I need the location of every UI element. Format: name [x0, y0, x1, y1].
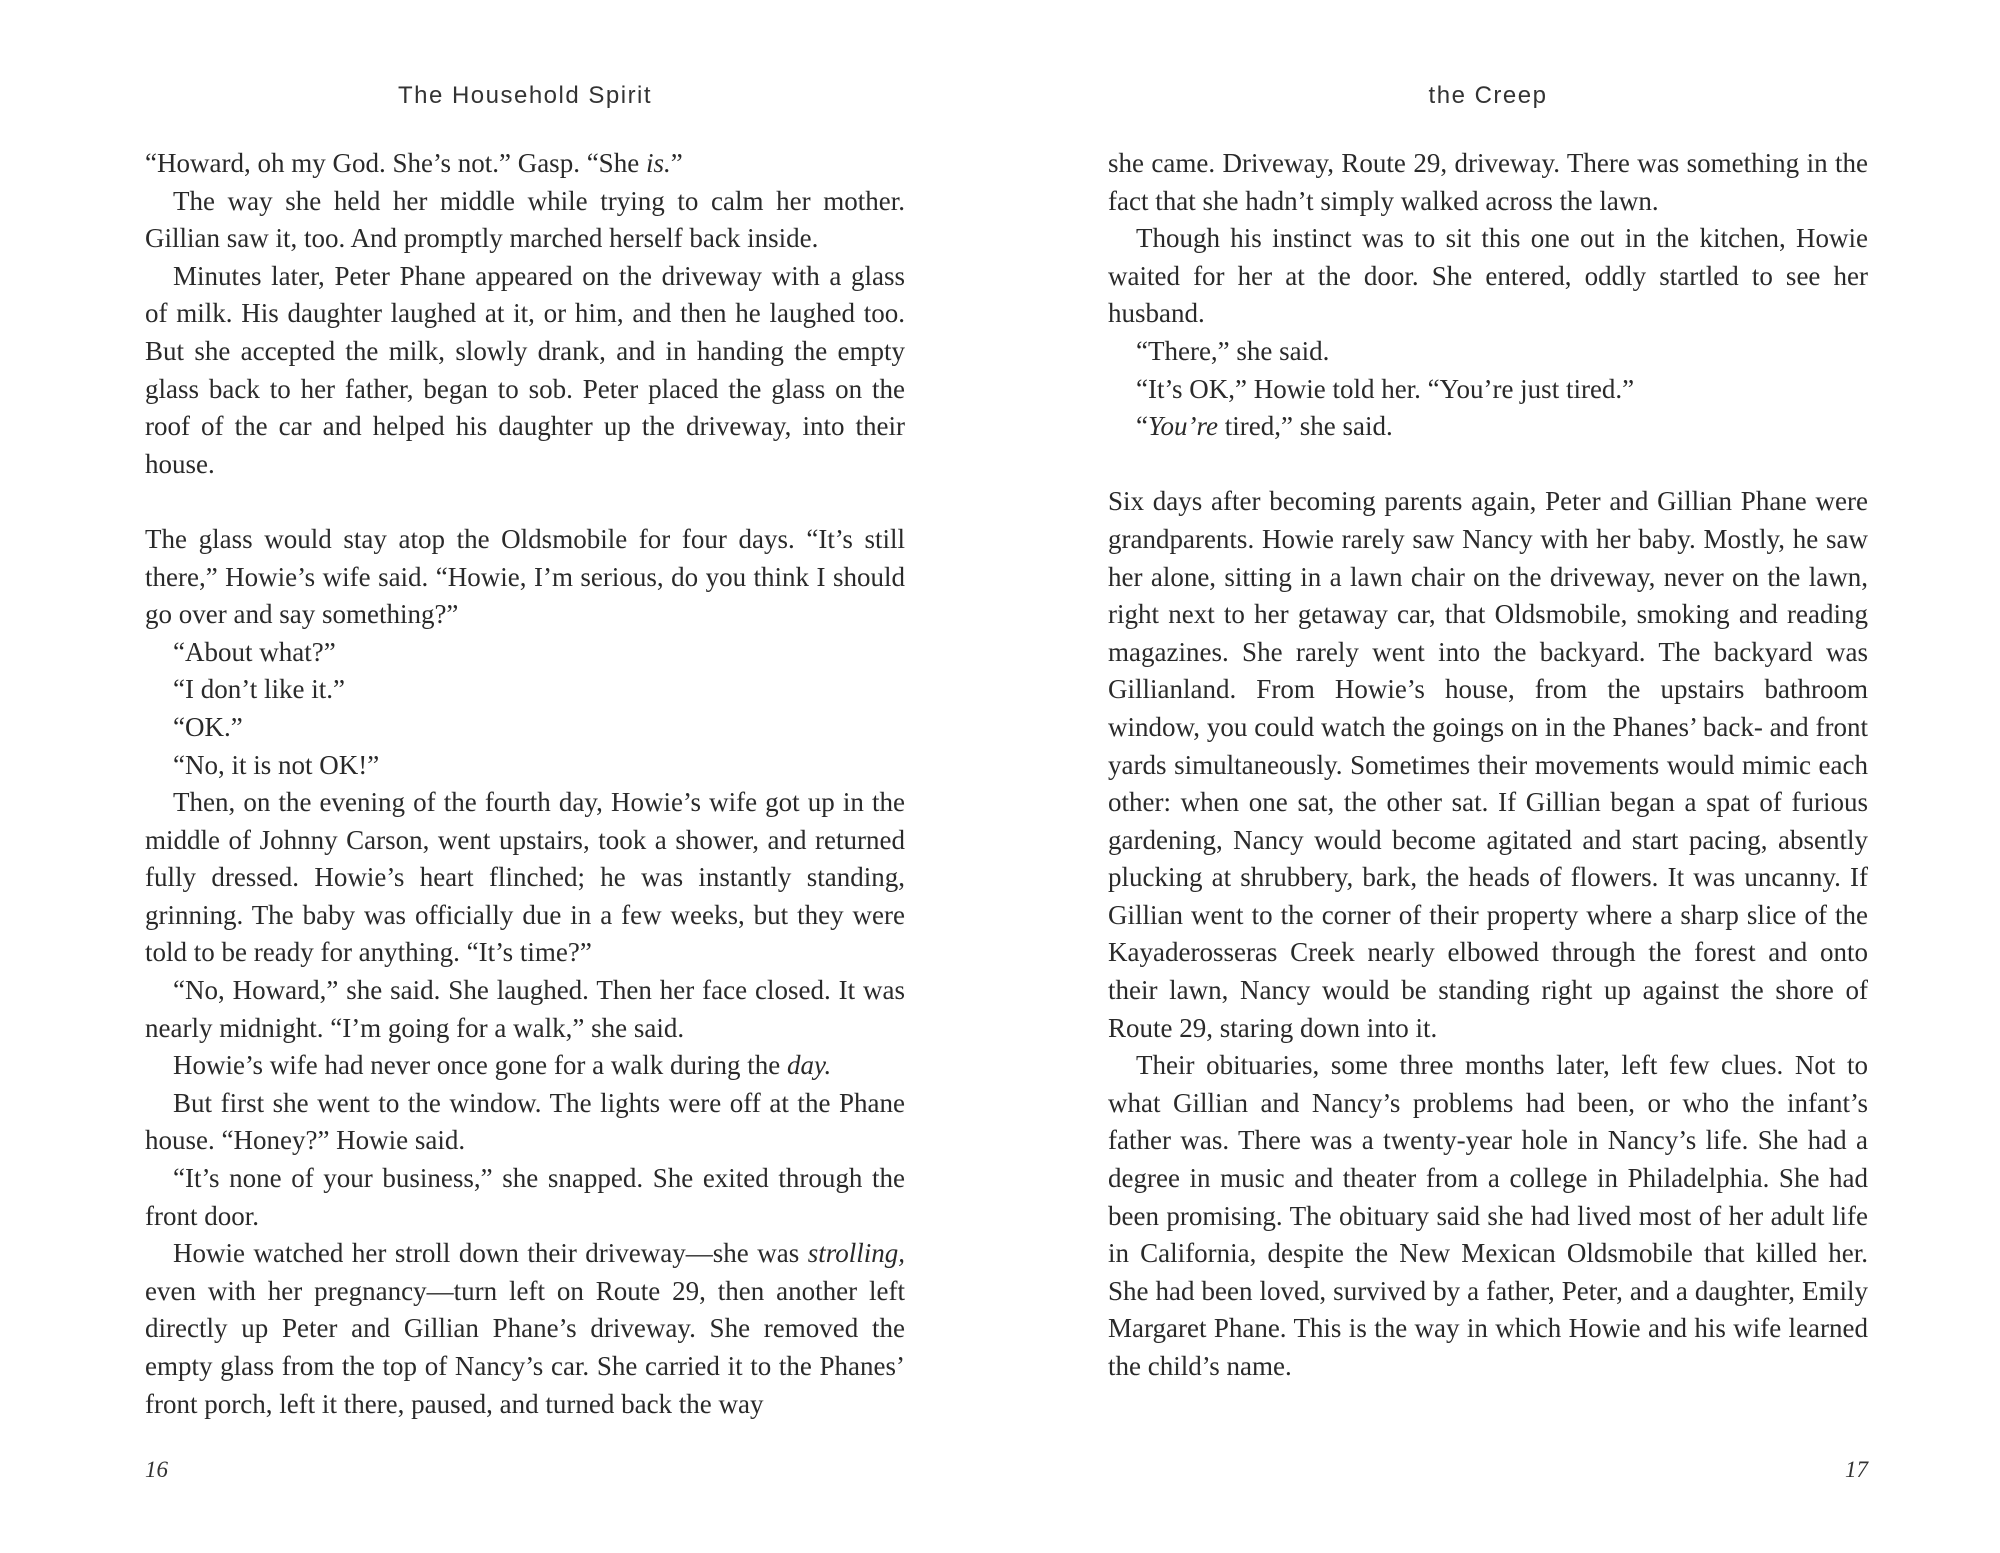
running-head-left: The Household Spirit [397, 82, 653, 109]
paragraph: Though his instinct was to sit this one out in the kitchen, Howie waited for her at the door. She entered, oddly startled to see her husband. [1108, 223, 1868, 329]
paragraph: But first she went to the window. The lights were off at the Phane house. “Honey?” Howie said. [145, 1087, 905, 1156]
paragraph: “It’s OK,” Howie told her. “You’re just tired.” [1136, 373, 1635, 404]
paragraph: Their obituaries, some three months later, left few clues. Not to what Gillian and Nancy’s problems had been, or who the infant’s father was. There was a twenty-year hole in Nancy’s life. She had a degree in music and theater from a college in Philadelphia. She had been promising. The obituary said she had lived most of her adult life in California, despite the New Mexican Oldsmobile that killed her. She had been loved, survived by a father, Peter, and a daughter, Emily Margaret Phane. This is the way in which Howie and his wife learned the child’s name. [1108, 1050, 1868, 1381]
paragraph: The way she held her middle while trying to calm her mother. Gillian saw it, too. And promptly marched herself back inside. [145, 185, 905, 254]
paragraph: “No, it is not OK!” [173, 749, 380, 780]
page-number-right: 17 [1845, 1457, 1868, 1482]
running-head-right: the Creep [1428, 82, 1548, 109]
paragraph: The glass would stay atop the Oldsmobile for four days. “It’s still there,” Howie’s wife said. “Howie, I’m serious, do you think I should go over and say something?” [145, 523, 905, 630]
paragraph: “Howard, oh my God. She’s not.” Gasp. “She is.” [145, 148, 683, 178]
paragraph: she came. Driveway, Route 29, driveway. There was something in the fact that she hadn’t simply walked across the lawn. [1108, 148, 1868, 216]
paragraph: Minutes later, Peter Phane appeared on the driveway with a glass of milk. His daughter laughed at it, or him, and then he laughed too. But she accepted the milk, slowly drank, and in handing the empty glass back to her father, began to sob. Peter placed the glass on the roof of the car and helped his daughter up the driveway, into their house. [145, 260, 905, 479]
paragraph: “There,” she said. [1136, 335, 1330, 366]
paragraph: “I don’t like it.” [173, 674, 345, 705]
paragraph: “OK.” [173, 711, 243, 742]
paragraph: “It’s none of your business,” she snapped. She exited through the front door. [145, 1163, 905, 1231]
paragraph: Howie’s wife had never once gone for a walk during the day. [173, 1050, 832, 1081]
right-page-body [1108, 145, 1868, 1386]
paragraph: “No, Howard,” she said. She laughed. Then her face closed. It was nearly midnight. “I’m going for a walk,” she said. [145, 975, 905, 1043]
page-number-left: 16 [145, 1457, 168, 1482]
paragraph: Howie watched her stroll down their driveway—she was strolling, even with her pregnancy—turn left on Route 29, then another left directly up Peter and Gillian Phane’s driveway. She removed the empty glass from the top of Nancy’s car. She carried it to the Phanes’ front porch, left it there, paused, and turned back the way [145, 1238, 905, 1419]
paragraph: Six days after becoming parents again, Peter and Gillian Phane were grandparents. Howie rarely saw Nancy with her baby. Mostly, he saw her alone, sitting in a lawn chair on the driveway, never on the lawn, right next to her getaway car, that Oldsmobile, smoking and reading magazines. She rarely went into the backyard. The backyard was Gillianland. From Howie’s house, from the upstairs bathroom window, you could watch the goings on in the Phanes’ back- and front yards simultaneously. Sometimes their movements would mimic each other: when one sat, the other sat. If Gillian began a spat of furious gardening, Nancy would become agitated and start pacing, absently plucking at shrubbery, bark, the heads of flowers. It was uncanny. If Gillian went to the corner of their property where a sharp slice of the Kayaderosseras Creek nearly elbowed through the forest and onto their lawn, Nancy would be standing right up against the shore of Route 29, staring down into it. [1108, 486, 1868, 1043]
left-page [145, 0, 905, 1553]
right-page [1108, 0, 1868, 1553]
paragraph: Then, on the evening of the fourth day, Howie’s wife got up in the middle of Johnny Carson, went upstairs, took a shower, and returned fully dressed. Howie’s heart flinched; he was instantly standing, grinning. The baby was officially due in a few weeks, but they were told to be ready for anything. “It’s time?” [145, 787, 905, 968]
paragraph: “About what?” [173, 636, 336, 667]
left-page-body [145, 145, 905, 1423]
paragraph: “You’re tired,” she said. [1136, 411, 1393, 442]
